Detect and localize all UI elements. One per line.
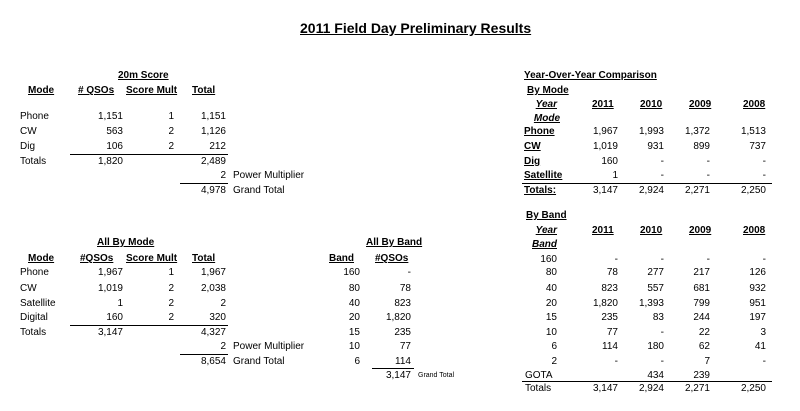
row-label: 20	[545, 298, 557, 309]
power-multiplier-value: 2	[220, 170, 226, 181]
row-label: 15	[545, 312, 557, 323]
cell-value: 244	[693, 312, 710, 323]
cell-value: 951	[749, 298, 766, 309]
cell-value: 2,271	[684, 185, 710, 196]
cell-value: -	[660, 327, 664, 338]
cell-value: 1,513	[740, 126, 766, 137]
cell-qsos: -	[407, 267, 411, 278]
cell-mult: 1	[168, 267, 174, 278]
corner-band: Band	[532, 239, 557, 250]
cell-band: 40	[348, 298, 360, 309]
cell-value: 799	[693, 298, 710, 309]
cell-qsos: 1,820	[385, 312, 411, 323]
cell-value: 1,019	[592, 141, 618, 152]
cell-value: -	[660, 356, 664, 367]
cell-total: 1,151	[200, 111, 226, 122]
cell-value: -	[660, 170, 664, 181]
cell-mult: 2	[168, 126, 174, 137]
cell-total: 1,126	[200, 126, 226, 137]
row-label: 80	[545, 267, 557, 278]
cell-value: 62	[698, 341, 710, 352]
cell-value: 2,924	[638, 383, 664, 394]
cell-value: 235	[601, 312, 618, 323]
power-multiplier-value: 2	[220, 341, 226, 352]
cell-value: 78	[606, 267, 618, 278]
cell-value: -	[614, 356, 618, 367]
cell-qsos: 78	[399, 283, 411, 294]
cell-value: -	[762, 254, 766, 265]
header-band: Band	[329, 253, 354, 264]
row-label: CW	[524, 141, 541, 152]
divider	[70, 325, 228, 326]
header-qsos: #QSOs	[80, 253, 114, 264]
grand-total-label: Grand Total	[418, 372, 455, 379]
cell-value: 1,820	[592, 298, 618, 309]
year-header: 2008	[743, 225, 766, 236]
divider	[522, 381, 772, 382]
year-header: 2010	[640, 225, 663, 236]
subheading-by-band: By Band	[526, 210, 567, 221]
cell-qsos: 235	[394, 327, 411, 338]
cell-value: 41	[754, 341, 766, 352]
cell-value: 3	[760, 327, 766, 338]
header-qsos: # QSOs	[78, 85, 115, 96]
cell-value: 931	[647, 141, 664, 152]
cell-value: 932	[749, 283, 766, 294]
cell-value: 737	[749, 141, 766, 152]
cell-band: 6	[354, 356, 360, 367]
year-header: 2008	[743, 99, 766, 110]
header-qsos: #QSOs	[375, 253, 409, 264]
cell-value: 22	[698, 327, 710, 338]
cell-value: 160	[601, 156, 618, 167]
cell-mult: 2	[168, 298, 174, 309]
cell-mode: Totals	[20, 156, 47, 167]
cell-band: 15	[348, 327, 360, 338]
header-mode: Mode	[28, 253, 55, 264]
header-mode: Mode	[28, 85, 55, 96]
divider	[70, 154, 228, 155]
divider	[180, 183, 228, 184]
header-total: Total	[192, 85, 216, 96]
cell-value: 126	[749, 267, 766, 278]
cell-mode: Dig	[20, 141, 36, 152]
cell-total: 212	[209, 141, 226, 152]
corner-year: Year	[535, 225, 557, 236]
cell-value: -	[706, 156, 710, 167]
subheading-by-mode: By Mode	[527, 85, 569, 96]
cell-mode: CW	[20, 126, 37, 137]
grand-total-label: Grand Total	[233, 185, 285, 196]
divider	[180, 354, 228, 355]
cell-total: 1,967	[200, 267, 226, 278]
row-label: Dig	[524, 156, 541, 167]
grand-total-label: Grand Total	[233, 356, 285, 367]
cell-value: 681	[693, 283, 710, 294]
year-header: 2009	[689, 99, 712, 110]
cell-qsos: 1,019	[97, 283, 123, 294]
cell-value: -	[614, 254, 618, 265]
cell-mode: Digital	[20, 312, 48, 323]
power-multiplier-label: Power Multiplier	[233, 170, 305, 181]
row-label: 160	[540, 254, 557, 265]
row-label: Phone	[524, 126, 555, 137]
cell-total: 4,327	[200, 327, 226, 338]
year-header: 2011	[592, 225, 614, 236]
cell-band: 10	[348, 341, 360, 352]
cell-value: 114	[602, 341, 618, 352]
header-score-mult: Score Mult	[126, 85, 178, 96]
cell-mode: CW	[20, 283, 37, 294]
cell-value: 1,393	[638, 298, 664, 309]
cell-total: 2,489	[200, 156, 226, 167]
cell-value: -	[762, 356, 766, 367]
section-heading-yoy: Year-Over-Year Comparison	[524, 70, 657, 81]
section-heading-all-by-mode: All By Mode	[97, 237, 155, 248]
cell-value: -	[660, 254, 664, 265]
cell-band: 160	[343, 267, 360, 278]
cell-value: 434	[647, 370, 664, 381]
year-header: 2010	[640, 99, 663, 110]
cell-value: 180	[647, 341, 664, 352]
cell-value: 1	[612, 170, 618, 181]
cell-mode: Satellite	[20, 298, 56, 309]
cell-value: 277	[647, 267, 664, 278]
cell-value: -	[706, 254, 710, 265]
row-label: Totals:	[524, 185, 557, 196]
cell-value: -	[706, 170, 710, 181]
row-label: 10	[545, 327, 557, 338]
cell-mult: 2	[168, 283, 174, 294]
cell-value: 217	[693, 267, 710, 278]
cell-qsos: 106	[106, 141, 123, 152]
cell-qsos: 1,967	[97, 267, 123, 278]
row-label: 2	[551, 356, 557, 367]
row-label: Satellite	[524, 170, 563, 181]
header-total: Total	[192, 253, 216, 264]
cell-total: 2,038	[200, 283, 226, 294]
row-label: Totals	[525, 383, 552, 394]
cell-value: 2,271	[684, 383, 710, 394]
page-title: 2011 Field Day Preliminary Results	[300, 20, 532, 36]
corner-year: Year	[535, 99, 557, 110]
cell-qsos: 77	[399, 341, 411, 352]
cell-band: 80	[348, 283, 360, 294]
cell-value: 823	[601, 283, 618, 294]
power-multiplier-label: Power Multiplier	[233, 341, 305, 352]
row-label: 6	[551, 341, 557, 352]
cell-value: 77	[606, 327, 618, 338]
year-header: 2011	[592, 99, 614, 110]
cell-mode: Totals	[20, 327, 47, 338]
grand-total-value: 4,978	[200, 185, 226, 196]
row-label: GOTA	[525, 370, 553, 381]
header-score-mult: Score Mult	[126, 253, 178, 264]
cell-mode: Phone	[20, 111, 49, 122]
cell-total: 2	[220, 298, 226, 309]
section-heading-all-by-band: All By Band	[366, 237, 423, 248]
cell-value: -	[762, 156, 766, 167]
cell-value: -	[660, 156, 664, 167]
cell-value: 1,993	[638, 126, 664, 137]
cell-mult: 1	[168, 111, 174, 122]
cell-value: 1,372	[684, 126, 710, 137]
cell-mode: Phone	[20, 267, 49, 278]
cell-value: 557	[647, 283, 664, 294]
cell-qsos: 3,147	[97, 327, 123, 338]
cell-value: -	[762, 170, 766, 181]
grand-total-value: 3,147	[385, 370, 411, 381]
year-header: 2009	[689, 225, 712, 236]
cell-qsos: 160	[106, 312, 123, 323]
cell-mult: 2	[168, 312, 174, 323]
cell-qsos: 114	[395, 356, 411, 367]
cell-total: 320	[209, 312, 226, 323]
cell-qsos: 563	[106, 126, 123, 137]
cell-mult: 2	[168, 141, 174, 152]
grand-total-value: 8,654	[200, 356, 226, 367]
cell-value: 1,967	[592, 126, 618, 137]
cell-value: 2,924	[638, 185, 664, 196]
cell-value: 2,250	[740, 185, 766, 196]
cell-qsos: 823	[394, 298, 411, 309]
cell-qsos: 1,820	[97, 156, 123, 167]
cell-value: 899	[693, 141, 710, 152]
cell-qsos: 1	[117, 298, 123, 309]
divider	[522, 183, 772, 184]
section-heading-20m-score: 20m Score	[118, 70, 169, 81]
cell-value: 83	[652, 312, 664, 323]
cell-value: 2,250	[740, 383, 766, 394]
cell-qsos: 1,151	[97, 111, 123, 122]
divider	[372, 368, 414, 369]
cell-value: 239	[693, 370, 710, 381]
cell-value: 3,147	[592, 185, 618, 196]
row-label: 40	[545, 283, 557, 294]
corner-mode: Mode	[533, 113, 560, 124]
cell-band: 20	[348, 312, 360, 323]
cell-value: 3,147	[592, 383, 618, 394]
cell-value: 197	[749, 312, 766, 323]
cell-value: 7	[704, 356, 710, 367]
